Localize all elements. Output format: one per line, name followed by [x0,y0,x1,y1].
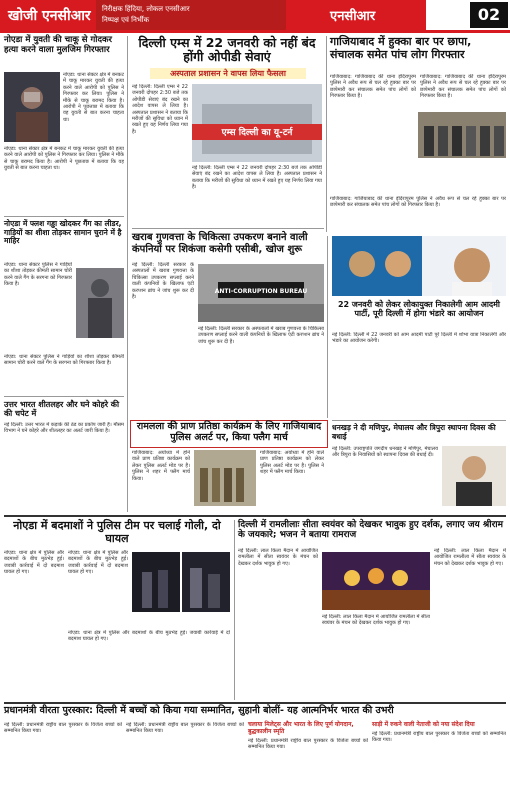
story-3-body-b: गाजियाबाद: गाजियाबाद की थाना इंदिरापुरम पुलिस ने अवैध रूप से चल रहे हुक्का बार पर छापेमारी कर संचालक समेत पांच लोगों को गिरफ्तार किया है। [420,74,506,100]
story-12-subhead-1: चलाया मिलेट्स और भारत के लिए पूर्ण योगदान, बुद्धकालीन स्मृति [248,721,354,735]
story-11-headline: दिल्ली में रामलीलाः सीता स्वयंवर को देखकर भावुक हुए दर्शक, लगाए जय श्रीराम के जयकारे; भजन ने बताया रामराज [238,520,503,541]
story-2-body: नई दिल्ली: दिल्ली एम्स ने 22 जनवरी दोपहर 2:30 बजे तक ओपीडी सेवाएं बंद रखने का आदेश वापस ले लिया है। अस्पताल प्रशासन ने बताया कि मरीजों की सुविधा को ध्यान में रखते हुए यह निर्णय लिया गया है। [132,84,188,135]
story-6-headline: 22 जनवरी को लेकर लोकायुक्त निकालेगी आम आदमी पार्टी, पूरी दिल्ली में होगा भंडारे का आयोजन [337,300,501,319]
story-11-body: नई दिल्ली: लाल किला मैदान में आयोजित रामलीला में सीता स्वयंवर के मंचन को देखकर दर्शक भावुक हो गए। [238,548,318,567]
story-9-headline: धनखड़ ने दी मणिपुर, मेघालय और त्रिपुरा स्थापना दिवस की बधाई [332,423,496,441]
police-night-photo-icon [182,552,230,612]
story-7-body: नई दिल्ली: उत्तर भारत में कड़ाके की ठंड का प्रकोप जारी है। मौसम विभाग ने घने कोहरे और शीतलहर का अलर्ट जारी किया है। [4,422,124,435]
story-4-headline: नोएडा में फ्लश गड्ढा खोदकर गैंग का लीडर, गाड़ियों का शीशा तोड़कर सामान चुराने में है माहिर [4,219,122,246]
arrested-group-photo-icon [418,112,506,158]
column-rule [326,36,327,232]
story-3-photo [418,112,506,158]
story-3-body-cont: गाजियाबाद: गाजियाबाद की थाना इंदिरापुरम पुलिस ने अवैध रूप से चल रहे हुक्का बार पर छापेमारी कर संचालक समेत पांच लोगों को गिरफ्तार किया है। [330,196,506,209]
story-10-body: नोएडा: थाना क्षेत्र में पुलिस और बदमाशों के बीच मुठभेड़ हुई। जवाबी कार्रवाई में दो बदमाश घायल हो गए। [4,550,64,576]
story-10-headline: नोएडा में बदमाशों ने पुलिस टीम पर चलाई गोली, दो घायल [13,519,221,545]
story-11-body-cont: नई दिल्ली: लाल किला मैदान में आयोजित रामलीला में सीता स्वयंवर के मंचन को देखकर दर्शक भावुक हो गए। [322,614,430,627]
story-2-subhead: अस्पताल प्रशासन ने वापस लिया फैसला [150,68,306,79]
story-8-body-cont: गाजियाबाद: अयोध्या में होने वाले प्राण प्रतिष्ठा कार्यक्रम को लेकर पुलिस अलर्ट मोड पर है। पुलिस ने शहर में फ्लैग मार्च किया। [260,450,324,476]
story-12-subsection-2 [372,722,506,798]
story-2-photo-text: एम्स दिल्ली का यू-टर्न [221,128,293,138]
story-6-photo [332,236,506,296]
story-7-headline: उत्तर भारत शीतलहर और घने कोहरे की की चपेट में [4,400,120,419]
story-2-headline: दिल्ली एम्स में 22 जनवरी को नहीं बंद होंगी ओपीडी सेवाएं [138,35,316,65]
story-5-photo [198,264,324,322]
section-label: एनसीआर [330,9,376,24]
story-10-photo-2 [182,552,230,612]
ramleela-stage-photo-icon [322,552,430,610]
story-10-body-b: नोएडा: थाना क्षेत्र में पुलिस और बदमाशों के बीच मुठभेड़ हुई। जवाबी कार्रवाई में दो बदमाश घायल हो गए। [68,550,128,576]
story-5-headline: खराब गुणवत्ता के चिकित्सा उपकरण बनाने वाली कंपनियों पर शिकंजा कसेगी एसीबी, खोज शुरू [132,232,308,255]
story-8-headline: रामलला की प्राण प्रतिष्ठा कार्यक्रम के लिए गाजियाबाद पुलिस अलर्ट पर, किया फ्लैग मार्च [136,421,322,443]
story-1-body-cont: नोएडा: थाना सेक्टर क्षेत्र में बनकट में चाकू मारकर युवती की हत्या करने वाले आरोपी को पुलिस ने गिरफ्तार कर लिया। पुलिस ने मौके से चाकू बरामद किया है। आरोपी ने पूछताछ में बताया कि वह युवती से बात करना चाहता था। [4,146,124,172]
story-11-photo [322,552,430,610]
header-divider [0,30,510,33]
party-leaders-photo-icon [332,236,506,296]
story-12-subsection [248,722,368,798]
story-9-photo [442,446,506,506]
story-12-body-d: नई दिल्ली: प्रधानमंत्री राष्ट्रीय बाल पुरस्कार के विजेता बच्चों को सम्मानित किया गया। [372,730,506,744]
story-1-photo [4,72,60,142]
story-12-subhead-2: साड़ी में रुकने वाली नेताजी को नया संदेश दिया [372,721,475,728]
section-label-block [286,0,426,30]
tagline-block [96,0,286,30]
divider [132,228,324,229]
police-night-photo-icon [132,552,180,612]
section-divider [4,515,506,517]
column-rule [127,36,128,512]
story-9-body: नई दिल्ली: उपराष्ट्रपति जगदीप धनखड़ ने मणिपुर, मेघालय और त्रिपुरा के निवासियों को स्थापना दिवस की बधाई दी। [332,446,438,459]
story-4-body-cont: नोएडा: थाना सेक्टर पुलिस ने गाड़ियों का शीशा तोड़कर कीमती सामान चोरी करने वाले गैंग के सरगना को गिरफ्तार किया है। [4,354,124,367]
story-8-body: गाजियाबाद: अयोध्या में होने वाले प्राण प्रतिष्ठा कार्यक्रम को लेकर पुलिस अलर्ट मोड पर है। पुलिस ने शहर में फ्लैग मार्च किया। [132,450,190,482]
story-5-body: नई दिल्ली: दिल्ली सरकार के अस्पतालों में खराब गुणवत्ता के चिकित्सा उपकरण सप्लाई करने वाली कंपनियों के खिलाफ एंटी करप्शन ब्रांच ने जांच शुरू कर दी है। [132,262,194,301]
divider [332,420,506,421]
acb-office-photo-icon [198,264,324,322]
divider [4,396,124,397]
story-1-body: नोएडा: थाना सेक्टर क्षेत्र में बनकट में चाकू मारकर युवती की हत्या करने वाले आरोपी को पुलिस ने गिरफ्तार कर लिया। पुलिस ने मौके से चाकू बरामद किया है। आरोपी ने पूछताछ में बताया कि वह युवती से बात करना चाहता था। [63,72,124,123]
tagline-2: निष्पक्ष एवं निर्भीक [102,16,149,24]
story-10-photo-1 [132,552,180,612]
section-divider [4,702,506,704]
story-3-body: गाजियाबाद: गाजियाबाद की थाना इंदिरापुरम पुलिस ने अवैध रूप से चल रहे हुक्का बार पर छापेमारी कर संचालक समेत पांच लोगों को गिरफ्तार किया है। [330,74,416,100]
story-1-headline: नोएडा में युवती की चाकू से गोदकर हत्या करने वाला मुलजिम गिरफ्तार [4,35,113,55]
story-4-photo [76,268,124,338]
flag-march-photo-icon [194,450,256,506]
story-5-body-cont: नई दिल्ली: दिल्ली सरकार के अस्पतालों में खराब गुणवत्ता के चिकित्सा उपकरण सप्लाई करने वाली कंपनियों के खिलाफ एंटी करप्शन ब्रांच ने जांच शुरू कर दी है। [198,326,324,345]
column-rule [327,236,328,418]
brand-block [0,0,96,30]
story-2-body-cont: नई दिल्ली: दिल्ली एम्स ने 22 जनवरी दोपहर 2:30 बजे तक ओपीडी सेवाएं बंद रखने का आदेश वापस ले लिया है। अस्पताल प्रशासन ने बताया कि मरीजों की सुविधा को ध्यान में रखते हुए यह निर्णय लिया गया है। [192,165,322,191]
story-12-headline: प्रधानमंत्री वीरता पुरस्कार: दिल्ली में बच्चों को किया गया सम्मानित, सुहानी बोलीं- यह आत्मनिर्भर भारत की उभरी [4,705,394,716]
story-11-body-b: नई दिल्ली: लाल किला मैदान में आयोजित रामलीला में सीता स्वयंवर के मंचन को देखकर दर्शक भावुक हो गए। [434,548,506,567]
acb-sign-text: ANTI-CORRUPTION BUREAU [214,288,308,295]
page-header [0,0,510,30]
story-3-headline: गाजियाबाद में हुक्का बार पर छापा, संचालक समेत पांच लोग गिरफ्तार [330,35,472,61]
statue-photo-icon [76,268,124,338]
person-photo-icon [4,72,60,142]
story-2-photo [192,84,322,162]
column-rule [234,520,235,700]
tagline-1: निरीक्षक हिंदिया, लोकल एनसीआर [102,5,190,13]
story-12-body-c: नई दिल्ली: प्रधानमंत्री राष्ट्रीय बाल पुरस्कार के विजेता बच्चों को सम्मानित किया गया। [248,737,368,751]
story-10-body-cont: नोएडा: थाना क्षेत्र में पुलिस और बदमाशों के बीच मुठभेड़ हुई। जवाबी कार्रवाई में दो बदमाश घायल हो गए। [68,630,230,643]
brand-name: खोजी एनसीआर [8,8,91,24]
story-6-body: नई दिल्ली: दिल्ली में 22 जनवरी को आम आदमी पार्टी पूरे दिल्ली में शोभा यात्रा निकालेगी और भंडारे का आयोजन करेगी। [332,332,506,345]
divider [4,216,124,217]
story-8-photo [194,450,256,506]
story-12-body: नई दिल्ली: प्रधानमंत्री राष्ट्रीय बाल पुरस्कार के विजेता बच्चों को सम्मानित किया गया। [4,722,122,735]
page-number: 02 [470,2,508,28]
story-12-body-b: नई दिल्ली: प्रधानमंत्री राष्ट्रीय बाल पुरस्कार के विजेता बच्चों को सम्मानित किया गया। [126,722,244,735]
story-4-body: नोएडा: थाना सेक्टर पुलिस ने गाड़ियों का शीशा तोड़कर कीमती सामान चोरी करने वाले गैंग के सरगना को गिरफ्तार किया है। [4,262,72,288]
aiims-building-photo-icon [192,84,322,162]
dhankhar-portrait-icon [442,446,506,506]
